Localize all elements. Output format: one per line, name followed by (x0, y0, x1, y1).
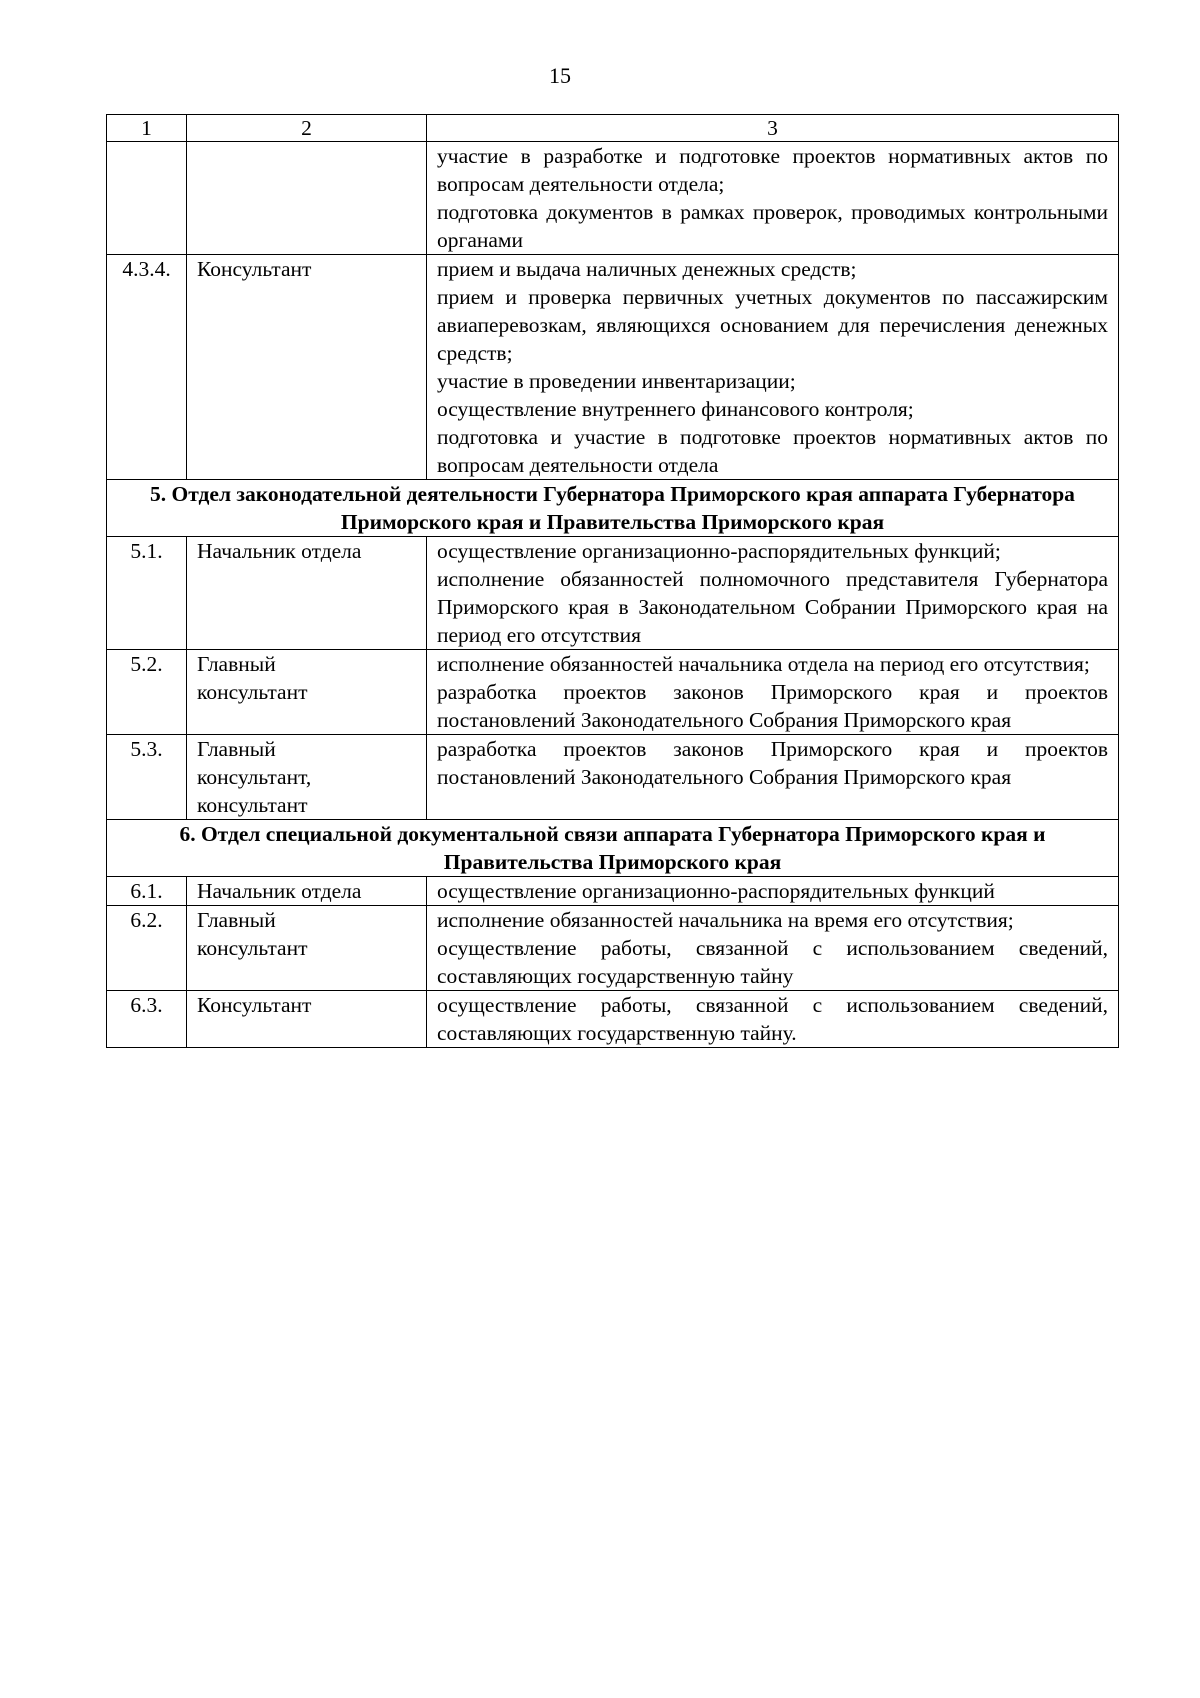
row-number (107, 142, 187, 255)
position-title (187, 877, 427, 906)
position-title-line: Начальник отдела (197, 539, 362, 563)
duty-item: осуществление организационно-распорядительных функций (437, 879, 995, 903)
row-number: 5.1. (107, 537, 187, 650)
table-row (107, 650, 1119, 735)
table-row (107, 537, 1119, 650)
column-header: 1 (107, 115, 187, 142)
duties-cell (427, 877, 1119, 906)
duty-item: участие в разработке и подготовке проектов нормативных актов по вопросам деятельности отдела; (437, 144, 1108, 196)
duty-item: разработка проектов законов Приморского края и проектов постановлений Законодательного Собрания Приморского края (437, 737, 1108, 789)
column-header: 3 (427, 115, 1119, 142)
section-title: 6. Отдел специальной документальной связи аппарата Губернатора Приморского края и Правительства Приморского края (107, 820, 1119, 877)
position-title-line: консультант (197, 680, 308, 704)
row-number: 6.3. (107, 991, 187, 1048)
section-header-row (107, 820, 1119, 877)
section-header-row (107, 480, 1119, 537)
row-number: 5.3. (107, 735, 187, 820)
duty-item: подготовка документов в рамках проверок, проводимых контрольными органами (437, 200, 1108, 252)
duties-cell (427, 255, 1119, 480)
duties-table (106, 114, 1119, 1048)
duties-cell (427, 906, 1119, 991)
page-number: 15 (549, 63, 571, 88)
position-title (187, 735, 427, 820)
duty-item: исполнение обязанностей начальника отдела на период его отсутствия; (437, 652, 1090, 676)
position-title (187, 537, 427, 650)
row-number: 4.3.4. (107, 255, 187, 480)
duties-cell (427, 650, 1119, 735)
table-row (107, 991, 1119, 1048)
duty-item: участие в проведении инвентаризации; (437, 369, 796, 393)
position-title-line: консультант (197, 936, 308, 960)
table-row (107, 906, 1119, 991)
duties-cell (427, 991, 1119, 1048)
table-row (107, 735, 1119, 820)
duty-item: разработка проектов законов Приморского края и проектов постановлений Законодательного Собрания Приморского края (437, 680, 1108, 732)
column-header: 2 (187, 115, 427, 142)
table-row (107, 142, 1119, 255)
position-title-line: Главный (197, 652, 276, 676)
position-title-line: консультант (197, 793, 308, 817)
position-title-line: Главный (197, 737, 276, 761)
section-title: 5. Отдел законодательной деятельности Губернатора Приморского края аппарата Губернатора Приморского края и Правительства Приморского края (107, 480, 1119, 537)
position-title (187, 650, 427, 735)
position-title (187, 255, 427, 480)
position-title-line: Консультант (197, 257, 312, 281)
duty-item: осуществление внутреннего финансового контроля; (437, 397, 914, 421)
duty-item: прием и проверка первичных учетных документов по пассажирским авиаперевозкам, являющихся основанием для перечисления денежных средств; (437, 285, 1108, 365)
table-row (107, 255, 1119, 480)
duty-item: исполнение обязанностей начальника на время его отсутствия; (437, 908, 1014, 932)
duty-item: прием и выдача наличных денежных средств; (437, 257, 857, 281)
table-header-row (107, 115, 1119, 142)
duty-item: исполнение обязанностей полномочного представителя Губернатора Приморского края в Законодательном Собрании Приморского края на период его отсутствия (437, 567, 1108, 647)
duty-item: осуществление организационно-распорядительных функций; (437, 539, 1001, 563)
duties-cell (427, 537, 1119, 650)
position-title (187, 991, 427, 1048)
row-number: 5.2. (107, 650, 187, 735)
position-title-line: Консультант (197, 993, 312, 1017)
duty-item: осуществление работы, связанной с использованием сведений, составляющих государственную тайну. (437, 993, 1108, 1045)
row-number: 6.1. (107, 877, 187, 906)
duty-item: осуществление работы, связанной с использованием сведений, составляющих государственную тайну (437, 936, 1108, 988)
position-title (187, 906, 427, 991)
position-title-line: Начальник отдела (197, 879, 362, 903)
position-title (187, 142, 427, 255)
duty-item: подготовка и участие в подготовке проектов нормативных актов по вопросам деятельности отдела (437, 425, 1108, 477)
table-row (107, 877, 1119, 906)
row-number: 6.2. (107, 906, 187, 991)
duties-cell (427, 142, 1119, 255)
duties-cell (427, 735, 1119, 820)
position-title-line: консультант, (197, 765, 312, 789)
position-title-line: Главный (197, 908, 276, 932)
